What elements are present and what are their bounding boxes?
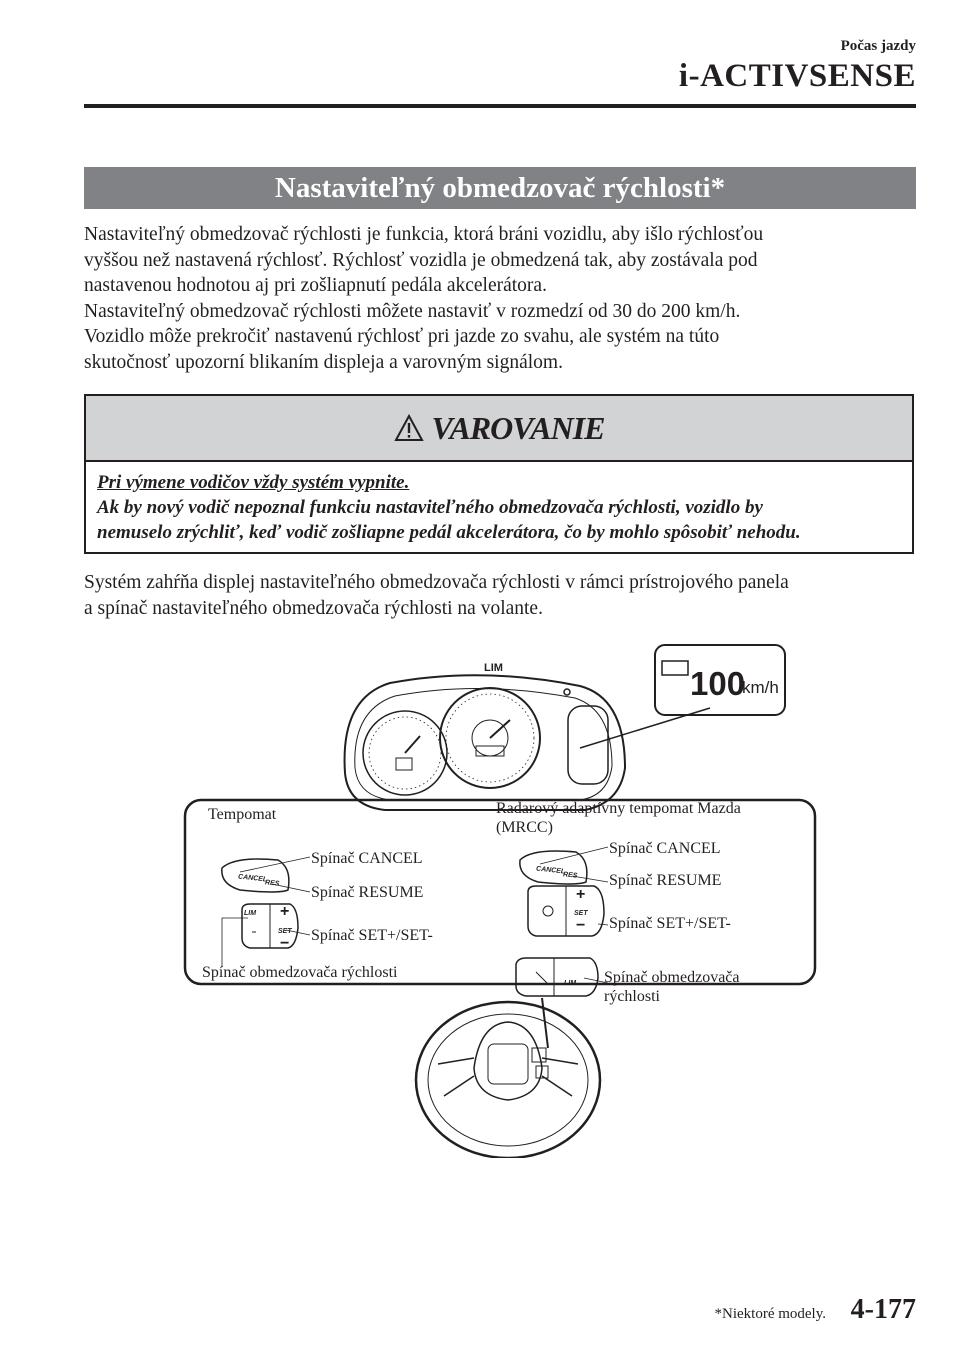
system-text: [84, 570, 920, 621]
intro-line: nastavenou hodnotou aj pri zošliapnutí pedála akcelerátora.: [84, 275, 547, 297]
steering-wheel-illustration: [416, 998, 600, 1158]
warning-title: VAROVANIE: [431, 409, 605, 446]
warning-line: Ak by nový vodič nepoznal funkciu nastaviteľného obmedzovača rýchlosti, vozidlo by: [97, 497, 763, 518]
warning-body: [86, 462, 912, 545]
intro-line: Vozidlo môže prekročiť nastavenú rýchlosť pri jazde zo svahu, ale systém na túto: [84, 326, 720, 348]
intro-line: skutočnosť upozorní blikaním displeja a varovným signálom.: [84, 351, 563, 373]
label-limiter: Spínač obmedzovača rýchlosti: [202, 964, 398, 981]
limiter-diagram: [180, 628, 820, 1158]
display-speed: 100: [690, 665, 746, 702]
warning-header: [86, 396, 912, 462]
switch-cancel-mark: CANCEL: [237, 873, 268, 884]
label-cancel: Spínač CANCEL: [311, 850, 423, 867]
switch-cancel-mark: CANCEL: [535, 865, 566, 876]
intro-line: Nastaviteľný obmedzovač rýchlosti je funkcia, ktorá bráni vozidlu, aby išlo rýchlosťou: [84, 224, 764, 245]
switch-lim-mark: LIM: [564, 980, 577, 987]
label-resume: Spínač RESUME: [609, 872, 722, 889]
label-set: Spínač SET+/SET-: [311, 927, 433, 944]
switch-set-mark: SET: [278, 928, 292, 935]
warning-box: [84, 394, 914, 554]
intro-line: vyššou než nastavená rýchlosť. Rýchlosť vozidla je obmedzená tak, aby zostávala pod: [84, 249, 758, 271]
label-resume: Spínač RESUME: [311, 884, 424, 901]
label-limiter: Spínač obmedzovača: [604, 969, 740, 986]
system-line: a spínač nastaviteľného obmedzovača rýchlosti na volante.: [84, 597, 543, 619]
switch-plus-mark: +: [576, 886, 586, 903]
display-lim-badge: LIM: [484, 662, 503, 674]
intro-text: [84, 222, 920, 376]
display-unit: km/h: [742, 678, 779, 697]
header-rule: [84, 104, 916, 108]
label-set: Spínač SET+/SET-: [609, 915, 731, 932]
switch-set-mark: SET: [574, 910, 588, 917]
mrcc-title-abbr: (MRCC): [496, 819, 553, 836]
chapter-title: i-ACTIVSENSE: [678, 58, 916, 94]
page-title: Nastaviteľný obmedzovač rýchlosti*: [84, 167, 916, 209]
cruise-title: Tempomat: [208, 806, 277, 823]
page-number: 4-177: [850, 1294, 916, 1325]
label-limiter-cont: rýchlosti: [604, 988, 660, 1005]
mrcc-title: Radarový adaptívny tempomat Mazda: [496, 800, 741, 817]
switch-minus-mark: −: [280, 935, 290, 952]
switch-minus-mark: −: [576, 917, 586, 934]
footnote: *Niektoré modely.: [714, 1306, 826, 1322]
warning-triangle-icon: [394, 414, 424, 442]
warning-heading: Pri výmene vodičov vždy systém vypnite.: [97, 472, 410, 493]
intro-line: Nastaviteľný obmedzovač rýchlosti môžete nastaviť v rozmedzí od 30 do 200 km/h.: [84, 300, 741, 322]
diagram-drawing: [180, 628, 820, 1158]
left-switch-group: [222, 857, 310, 966]
section-title: Počas jazdy: [840, 38, 916, 54]
label-cancel: Spínač CANCEL: [609, 840, 721, 857]
switch-res-mark: RES: [562, 871, 578, 880]
warning-line: nemuselo zrýchliť, keď vodič zošliapne pedál akcelerátora, čo by mohlo spôsobiť nehodu.: [97, 522, 801, 543]
switch-lim-mark: LIM: [244, 910, 257, 917]
switch-res-mark: RES: [264, 879, 280, 888]
system-line: Systém zahŕňa displej nastaviteľného obmedzovača rýchlosti v rámci prístrojového panela: [84, 572, 789, 593]
switch-plus-mark: +: [280, 903, 290, 920]
